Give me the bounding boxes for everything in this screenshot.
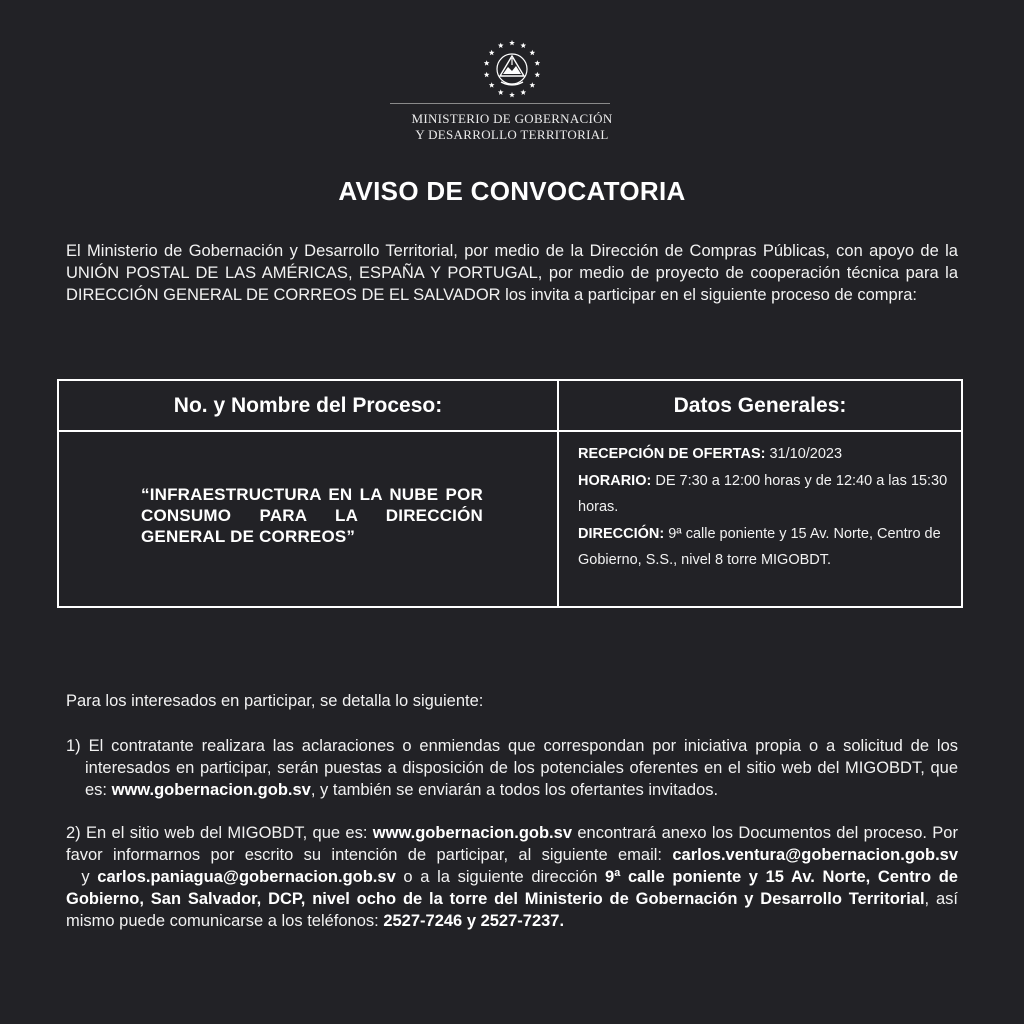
item2-text-e: , así mismo puede comunicarse a los teléfonos: xyxy=(66,890,958,930)
seal-star-icon xyxy=(529,82,535,87)
seal-star-icon xyxy=(509,92,515,97)
seal-star-icon xyxy=(498,89,504,94)
ministry-name xyxy=(300,111,724,143)
website-link[interactable]: www.gobernacion.gob.sv xyxy=(372,824,572,842)
general-data xyxy=(578,441,948,574)
seal-star-icon xyxy=(529,50,535,55)
header-divider xyxy=(390,103,610,104)
reception-value: 31/10/2023 xyxy=(765,446,843,462)
item1-text-end: , y también se enviarán a todos los ofertantes invitados. xyxy=(310,781,719,799)
schedule-label: HORARIO: xyxy=(578,472,652,489)
table-header-general-data: Datos Generales: xyxy=(673,394,847,417)
el-salvador-coat-of-arms-icon xyxy=(481,38,543,100)
list-item-1 xyxy=(66,735,958,801)
office-address: 9ª calle poniente y 15 Av. Norte, Centro de Gobierno, San Salvador, DCP, nivel ocho de la torre del Ministerio de Gobernación y Desarrollo Territorial xyxy=(66,868,958,908)
website-link[interactable]: www.gobernacion.gob.sv xyxy=(111,781,311,799)
seal-star-icon xyxy=(498,43,504,48)
address-label: DIRECCIÓN: xyxy=(578,525,665,542)
table-header-process: No. y Nombre del Proceso: xyxy=(173,394,443,417)
address-value: 9ª calle poniente y 15 Av. Norte, Centro de Gobierno, S.S., nivel 8 torre MIGOBDT. xyxy=(578,525,941,568)
seal-star-icon xyxy=(484,72,490,77)
schedule-value: DE 7:30 a 12:00 horas y de 12:40 a las 15:30 horas. xyxy=(578,472,948,515)
ministry-name-line2: Y DESARROLLO TERRITORIAL xyxy=(415,127,609,142)
seal-star-icon xyxy=(534,60,540,65)
item2-text: 2) En el sitio web del MIGOBDT, que es: xyxy=(66,824,373,842)
seal-star-icon xyxy=(534,72,540,77)
intro-paragraph: El Ministerio de Gobernación y Desarrollo Territorial, por medio de la Dirección de Compras Públicas, con apoyo de la UNIÓN POSTAL DE LAS AMÉRICAS, ESPAÑA Y PORTUGAL, por medio de proyecto de cooperación técnica para la DIRECCIÓN GENERAL DE CORREOS DE EL SALVADOR los invita a participar en el siguiente proceso de compra: xyxy=(66,242,958,304)
email-link-2[interactable]: carlos.paniagua@gobernacion.gob.sv xyxy=(97,868,396,886)
table-row-divider xyxy=(59,430,961,432)
item2-text-b: encontrará anexo los Documentos del proceso. Por favor informarnos por escrito su intención de participar, al siguiente email: xyxy=(66,824,958,864)
item2-text-d: o a la siguiente dirección xyxy=(395,868,606,886)
list-item-2 xyxy=(66,822,958,932)
reception-label: RECEPCIÓN DE OFERTAS: xyxy=(578,446,766,462)
details-heading: Para los interesados en participar, se detalla lo siguiente: xyxy=(66,692,484,710)
process-name: “INFRAESTRUCTURA EN LA NUBE POR CONSUMO PARA LA DIRECCIÓN GENERAL DE CORREOS” xyxy=(141,485,483,546)
seal-star-icon xyxy=(489,82,495,87)
page-title: AVISO DE CONVOCATORIA xyxy=(338,176,686,206)
seal-star-icon xyxy=(509,40,515,45)
seal-star-icon xyxy=(520,89,526,94)
item2-text-c: y xyxy=(66,868,98,886)
email-link-1[interactable]: carlos.ventura@gobernacion.gob.sv xyxy=(672,846,958,864)
seal-star-icon xyxy=(484,60,490,65)
seal-star-icon xyxy=(520,43,526,48)
process-table xyxy=(57,379,963,608)
seal-star-icon xyxy=(489,50,495,55)
phone-numbers: 2527-7246 y 2527-7237. xyxy=(383,912,565,930)
item1-text: 1) El contratante realizara las aclaraciones o enmiendas que correspondan por iniciativa propia o a solicitud de los interesados en participar, serán puestas a disposición de los potenciales oferentes en el sitio web del MIGOBDT, que es: xyxy=(66,737,958,799)
ministry-name-line1: MINISTERIO DE GOBERNACIÓN xyxy=(411,111,613,126)
